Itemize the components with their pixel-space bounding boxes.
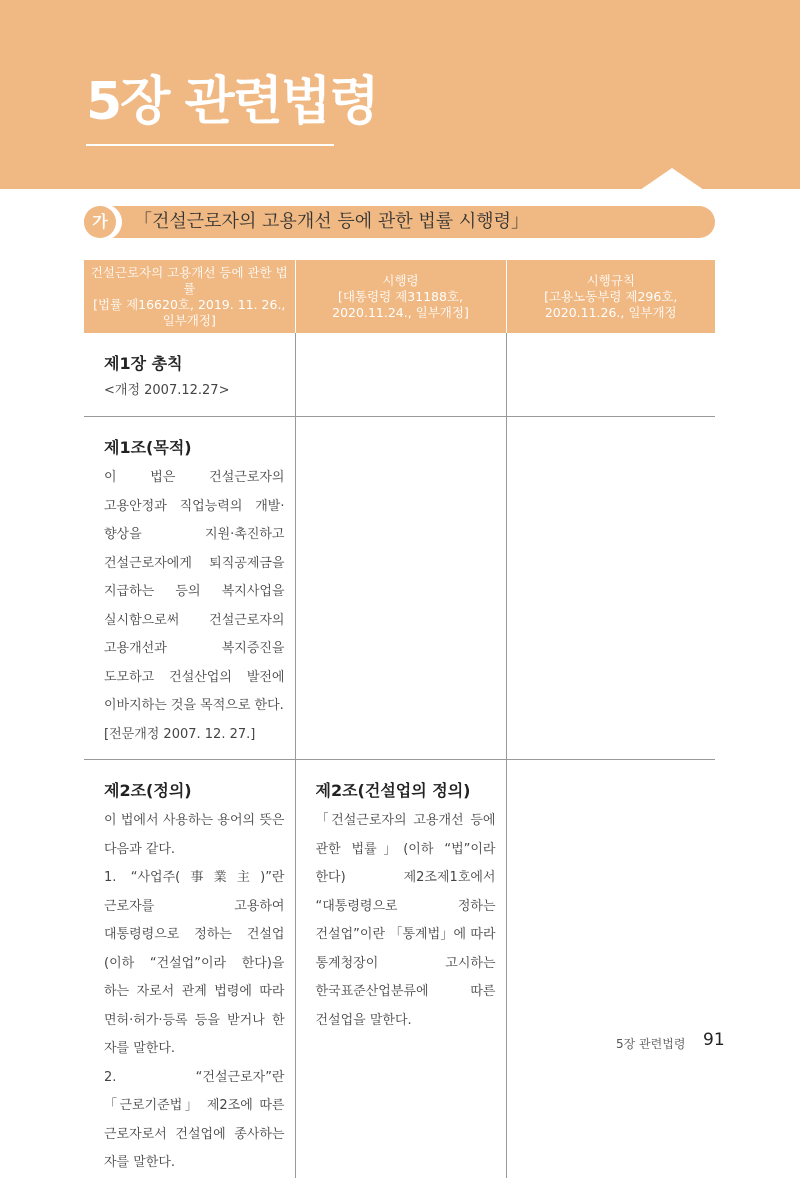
section-badge: 가 — [84, 206, 116, 238]
section-title: 「건설근로자의 고용개선 등에 관한 법률 시행령」 — [134, 211, 529, 232]
decree-cell — [295, 417, 506, 760]
rule-cell — [506, 417, 715, 760]
page-number: 91 — [703, 1030, 725, 1050]
chapter-heading: 제1장 총칙 — [104, 354, 183, 373]
table-header-row — [84, 260, 715, 333]
law-cell — [84, 417, 295, 760]
rule-cell — [506, 760, 715, 1178]
law-cell — [84, 333, 295, 417]
decree-article-title: 제2조(건설업의 정의) — [315, 781, 471, 800]
chapter-amend-note: <개정 2007.12.27> — [104, 383, 230, 398]
article-body: 이 법은 건설근로자의 고용안정과 직업능력의 개발·향상을 지원·촉진하고 건설근로자에게 퇴직공제금을 지급하는 등의 복지사업을 실시함으로써 건설근로자의 고용개선과 복지증진을 도모하고 건설산업의 발전에 이바지하는 것을 목적으로 한다. — [104, 470, 285, 713]
article-item-2: 2. “건설근로자”란 「근로기준법」 제2조에 따른 근로자로서 건설업에 종사하는 자를 말한다. — [104, 1069, 285, 1170]
chapter-title: 5장 관련법령 — [86, 72, 378, 132]
rule-cell — [506, 333, 715, 417]
article-item-1: 1. “사업주(事業主)”란 근로자를 고용하여 대통령령으로 정하는 건설업(이하 “건설업”이라 한다)을 하는 자로서 관계 법령에 따라 면허·허가·등록 등을 받거나 한 자를 말한다. — [104, 870, 285, 1056]
decree-article-body: 「건설근로자의 고용개선 등에 관한 법률」(이하 “법”이라 한다) 제2조제1호에서 “대통령령으로 정하는 건설업”이란 「통계법」에 따라 통계청장이 고시하는 한국표준산업분류에 따른 건설업을 말한다. — [315, 813, 496, 1028]
footer-chapter-label: 5장 관련법령 — [616, 1037, 686, 1051]
decree-cell — [295, 333, 506, 417]
header-rule: 시행규칙 [고용노동부령 제296호, 2020.11.26., 일부개정 — [506, 260, 715, 333]
article-title: 제1조(목적) — [104, 438, 192, 457]
title-underline — [86, 144, 334, 146]
table-row — [84, 333, 715, 417]
article-intro: 이 법에서 사용하는 용어의 뜻은 다음과 같다. — [104, 813, 285, 857]
article-title: 제2조(정의) — [104, 781, 192, 800]
header-law: 건설근로자의 고용개선 등에 관한 법률 [법률 제16620호, 2019. 11. 26., 일부개정] — [84, 260, 295, 333]
header-decree: 시행령 [대통령령 제31188호, 2020.11.24., 일부개정] — [295, 260, 506, 333]
table-row — [84, 760, 715, 1178]
table-row — [84, 417, 715, 760]
article-amend-note: [전문개정 2007. 12. 27.] — [104, 726, 256, 742]
decree-cell — [295, 760, 506, 1178]
banner-notch — [640, 168, 704, 190]
law-cell — [84, 760, 295, 1178]
